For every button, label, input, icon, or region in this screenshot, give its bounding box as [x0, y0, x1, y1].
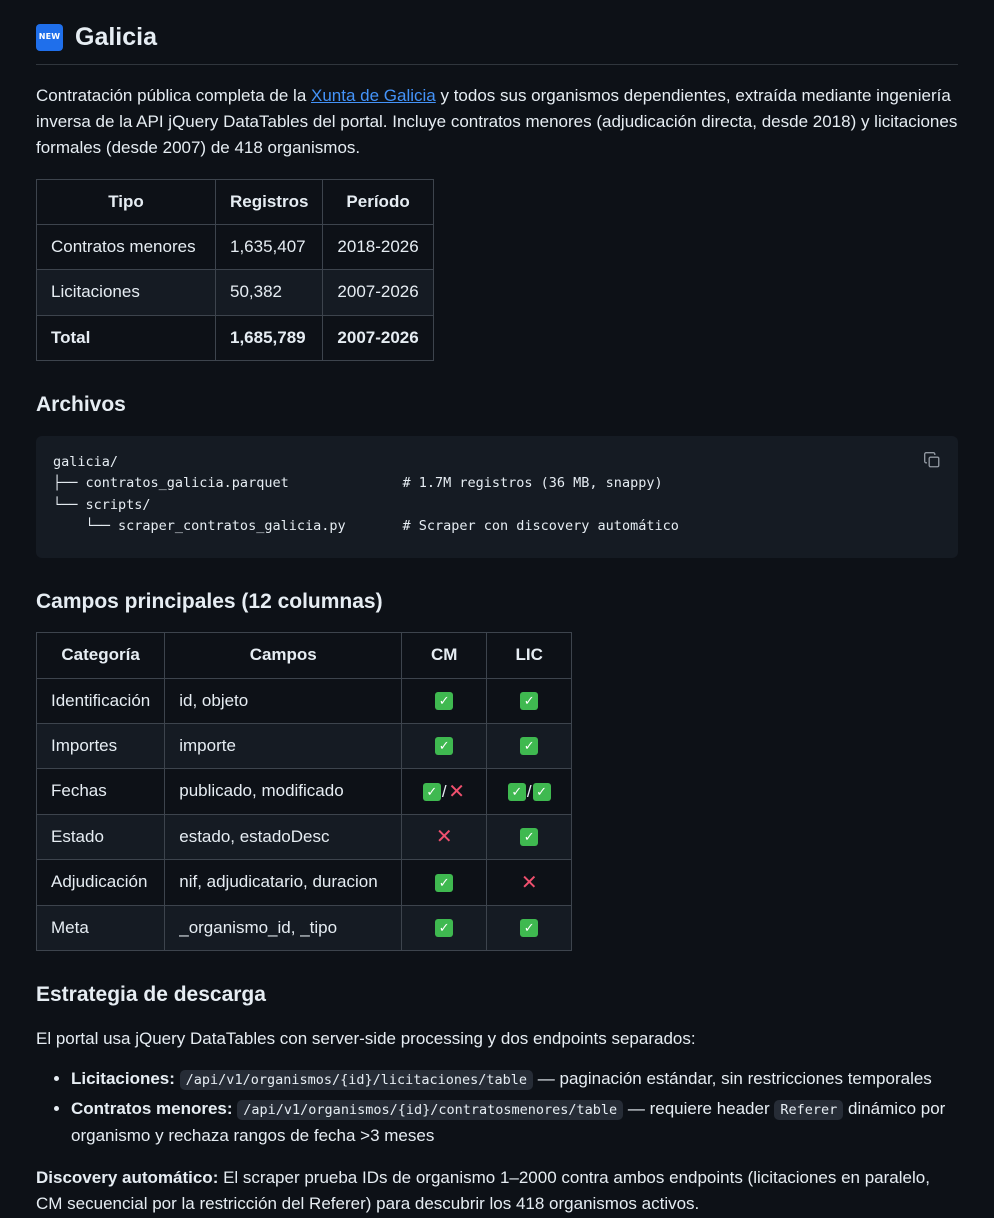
endpoint-list [36, 1066, 958, 1149]
campos-cell-categoria: Estado [37, 814, 165, 859]
campos-cell-lic [487, 860, 572, 905]
table-row [37, 723, 572, 768]
campos-cell-campos: _organismo_id, _tipo [165, 905, 402, 950]
section-heading-galicia [36, 18, 958, 65]
code-content: galicia/ ├── contratos_galicia.parquet # 1.7M registros (36 MB, snappy) └── scripts/ └── scraper_contratos_galicia.py # Scraper con discovery automático [53, 453, 679, 535]
list-item-text: dinámico por organismo y rechaza rangos de fecha >3 meses [71, 1099, 946, 1145]
table-row [37, 769, 572, 815]
campos-cell-cm [402, 905, 487, 950]
inline-code: /api/v1/organismos/{id}/licitaciones/table [180, 1070, 533, 1090]
check-icon: ✓ [520, 828, 538, 846]
list-item-label: Contratos menores [71, 1099, 227, 1119]
check-icon: ✓ [435, 692, 453, 710]
cross-icon: ✕ [435, 826, 453, 849]
summary-cell-tipo: Total [37, 315, 216, 360]
discovery-text: El scraper prueba IDs de organismo 1–2000 contra ambos endpoints (licitaciones en paralelo, CM secuencial por la restricción del Referer) para descubrir los 418 organismos activos. [36, 1167, 930, 1214]
xunta-link[interactable]: Xunta de Galicia [311, 85, 436, 105]
table-row [37, 860, 572, 905]
intro-text-start: Contratación pública completa de la [36, 85, 311, 105]
slash-separator: / [526, 781, 532, 801]
campos-cell-campos: nif, adjudicatario, duracion [165, 860, 402, 905]
campos-cell-campos: importe [165, 723, 402, 768]
summary-cell-periodo: 2007-2026 [323, 315, 433, 360]
campos-cell-cm [402, 814, 487, 859]
check-icon: ✓ [435, 874, 453, 892]
campos-cell-campos: estado, estadoDesc [165, 814, 402, 859]
campos-cell-lic [487, 905, 572, 950]
cross-icon: ✕ [520, 871, 538, 894]
summary-cell-registros: 1,635,407 [216, 225, 323, 270]
campos-cell-cm [402, 769, 487, 815]
summary-header-row [37, 179, 434, 224]
campos-cell-campos: id, objeto [165, 678, 402, 723]
summary-cell-tipo: Licitaciones [37, 270, 216, 315]
check-icon: ✓ [423, 783, 441, 801]
summary-header-registros: Registros [216, 179, 323, 224]
check-icon: ✓ [520, 919, 538, 937]
summary-header-tipo: Tipo [37, 179, 216, 224]
check-icon: ✓ [533, 783, 551, 801]
estrategia-heading: Estrategia de descarga [36, 983, 266, 1006]
campos-heading: Campos principales (12 columnas) [36, 589, 383, 613]
summary-cell-tipo: Contratos menores [37, 225, 216, 270]
list-item-label: Licitaciones [71, 1068, 170, 1088]
table-row [37, 315, 434, 360]
campos-cell-categoria: Meta [37, 905, 165, 950]
code-block [36, 436, 958, 558]
campos-cell-cm [402, 678, 487, 723]
cross-icon: ✕ [448, 780, 465, 803]
inline-code: Referer [774, 1100, 843, 1120]
summary-cell-periodo: 2007-2026 [323, 270, 433, 315]
campos-cell-lic [487, 723, 572, 768]
discovery-label: Discovery automático [36, 1167, 213, 1187]
campos-header-row [37, 633, 572, 678]
new-icon: NEW [36, 24, 63, 51]
summary-cell-periodo: 2018-2026 [323, 225, 433, 270]
intro-paragraph [36, 83, 958, 162]
check-icon: ✓ [520, 737, 538, 755]
campos-header-cm: CM [402, 633, 487, 678]
list-item: • Contratos menores: /api/v1/organismos/{id}/contratosmenores/table — requiere header Referer dinámico por organismo y rechaza rangos de fecha >3 meses [71, 1096, 958, 1149]
check-icon: ✓ [508, 783, 526, 801]
campos-cell-categoria: Importes [37, 723, 165, 768]
estrategia-paragraph: El portal usa jQuery DataTables con server-side processing y dos endpoints separados: [36, 1028, 696, 1048]
campos-header-categoria: Categoría [37, 633, 165, 678]
table-row [37, 225, 434, 270]
discovery-paragraph: Discovery automático: El scraper prueba IDs de organismo 1–2000 contra ambos endpoints (licitaciones en paralelo, CM secuencial por la restricción del Referer) para descubrir los 418 organismos activos. [36, 1167, 930, 1214]
table-row [37, 905, 572, 950]
campos-cell-lic [487, 678, 572, 723]
table-row [37, 678, 572, 723]
section-title: Galicia [75, 23, 157, 51]
table-row [37, 814, 572, 859]
summary-cell-registros: 1,685,789 [216, 315, 323, 360]
summary-cell-registros: 50,382 [216, 270, 323, 315]
campos-table [36, 632, 572, 951]
campos-cell-lic [487, 814, 572, 859]
campos-cell-cm [402, 723, 487, 768]
campos-cell-categoria: Adjudicación [37, 860, 165, 905]
archivos-heading: Archivos [36, 393, 126, 417]
copy-icon[interactable] [923, 451, 941, 469]
readme-content [36, 18, 958, 1218]
campos-cell-campos: publicado, modificado [165, 769, 402, 815]
inline-code: /api/v1/organismos/{id}/contratosmenores/table [237, 1100, 623, 1120]
list-item: • Licitaciones: /api/v1/organismos/{id}/licitaciones/table — paginación estándar, sin restricciones temporales [71, 1066, 958, 1092]
intro-text-end: y todos sus organismos dependientes, extraída mediante ingeniería inversa de la API jQuery DataTables del portal. Incluye contratos menores (adjudicación directa, desde 2018) y licitaciones formales (desde 2007) de 418 organismos. [36, 85, 958, 158]
campos-cell-categoria: Identificación [37, 678, 165, 723]
list-item-text: — paginación estándar, sin restricciones temporales [533, 1068, 932, 1088]
list-item-text: — requiere header [623, 1099, 775, 1119]
slash-separator: / [441, 781, 447, 801]
campos-cell-lic [487, 769, 572, 815]
check-icon: ✓ [520, 692, 538, 710]
campos-cell-categoria: Fechas [37, 769, 165, 815]
summary-header-periodo: Período [323, 179, 433, 224]
check-icon: ✓ [435, 919, 453, 937]
campos-header-lic: LIC [487, 633, 572, 678]
summary-table [36, 179, 434, 361]
campos-cell-cm [402, 860, 487, 905]
table-row [37, 270, 434, 315]
check-icon: ✓ [435, 737, 453, 755]
campos-header-campos: Campos [165, 633, 402, 678]
